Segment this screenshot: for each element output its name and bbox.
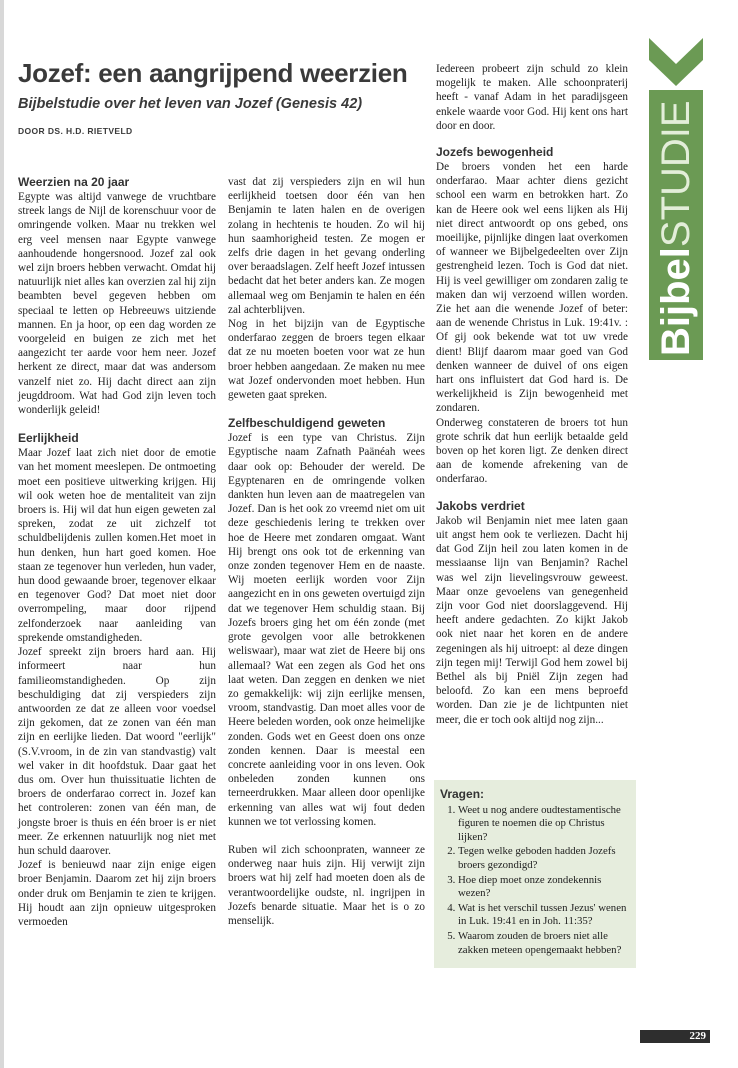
scan-edge	[0, 0, 4, 1068]
paragraph: De broers vonden het een harde onderfarao. Maar achter diens gezicht school een warm en betrokken hart. Zo kan de Heere ook wel eens lijken als Hij niet direct antwoordt op ons gebed, ons moeilijke, pijnlijke dingen laat overkomen of wanneer we Bijbelgedeelten over Zijn gestrengheid lezen. Toch is God dat niet. Hij is veel gewilliger om zondaren zalig te maken dan wij verzoend willen worden. Zie het aan die wenende Jozef of beter: aan de wenende Christus in Luk. 19:41v. : Of gij ook bekende wat tot uw vrede dient! Blijf daarom maar goed van God denken wanneer de duivel of ons eigen hart ons influistert dat God hard is. De werkelijkheid is Zijn bewogenheid met zondaren.	[436, 161, 628, 415]
page-number: 229	[689, 1030, 706, 1042]
brand-text-bold: Bijbel	[654, 247, 698, 356]
question-item: 2. Tegen welke geboden hadden Jozefs broers gezondigd?	[458, 845, 630, 872]
paragraph: Onderweg constateren de broers tot hun grote schrik dat hun eerlijk betaalde geld boven op het koren ligt. Ze denken direct aan de komende afrekening van de onderfarao.	[436, 416, 628, 486]
questions-box	[434, 780, 636, 968]
paragraph: Egypte was altijd vanwege de vruchtbare streek langs de Nijl de korenschuur voor de omringende volken. Maar nu trekken wel erg veel mensen naar Egypte vanwege aanhoudende hongersnood. Jozef zal ook wel zijn broers hebben verwacht. Omdat hij natuurlijk niet alles kan overzien zal hij zijn beambten bevel gegeven hebben om speciaal te letten op Hebreeuws uitziende mannen. En ja hoor, op een dag worden ze voorgeleid en buigen ze zich met het aangezicht ter aarde voor hem neer. Jozef herkent ze direct, maar dat was andersom vanzelf niet zo. Hij dacht direct aan zijn jeugddroom. Wat had God zijn leven toch wonderlijk geleid!	[18, 191, 216, 417]
paragraph: vast dat zij verspieders zijn en wil hun eerlijkheid toetsen door één van hen Benjamin te laten halen en de overigen zolang in hechtenis te houden. Zo wil hij hun saamhorigheid testen. Ze mogen er zelfs drie dagen in het gevang onderling over beraadslagen. Zelf heeft Jozef intussen bedacht dat het beter anders kan. Ze mogen allemaal weg om Benjamin te halen en één zal achterblijven.	[228, 176, 425, 316]
questions-list	[440, 804, 630, 958]
question-item: 1. Weet u nog andere oudtestamentische figuren te noemen die op Christus lijken?	[458, 804, 630, 845]
question-item: 4. Wat is het verschil tussen Jezus' wenen in Luk. 19:41 en in Joh. 11:35?	[458, 902, 630, 929]
paragraph: Jakob wil Benjamin niet mee laten gaan uit angst hem ook te verliezen. Dacht hij dat God Zijn heil zou laten komen in de messiaanse lijn van Benjamin? Rachel was wel zijn lievelingsvrouw geweest. Maar onze gevoelens van genegenheid zijn voor God niet doorslaggevend. Hij heeft andere gedachten. Zo kijkt Jakob ook niet naar het koren en de andere zegeningen als hij uitroept: al deze dingen zijn tegen mij! Terwijl God hem zowel bij Bethel als bij Pniël Zijn zegen had beloofd. Zo kan een mens beproefd worden. Dan zie je de lichtpunten niet meer, die er toch ook altijd nog zijn...	[436, 514, 628, 726]
column-1	[18, 175, 216, 929]
paragraph: Jozef spreekt zijn broers hard aan. Hij informeert naar hun familieomstandigheden. Op zijn beschuldiging dat zij verspieders zijn antwoorden ze dat ze alleen voor voedsel zijn gekomen, dat ze zonen van één man zijn en eerlijke lieden. Dat woord "eerlijk" (S.V.vroom, in de zin van standvastig) valt wel vaker in dit hoofdstuk. Daar gaat het dus om. Over hun thuissituatie lichten de broers de onderfarao correct in. Jozef kan het controleren: zonen van één man, de jongste broer is thuis en één broer is er niet meer. Ze erkennen natuurlijk nog niet met hun schuld daarover.	[18, 646, 216, 857]
paragraph: Jozef is benieuwd naar zijn enige eigen broer Benjamin. Daarom zet hij zijn broers onder druk om Benjamin te zien te krijgen. Hij houdt aan zijn opnieuw uitgesproken vermoeden	[18, 859, 216, 928]
question-item: 5. Waarom zouden de broers niet alle zakken meteen opengemaakt hebben?	[458, 930, 630, 957]
bijbelstudie-logo	[645, 30, 707, 370]
paragraph: Nog in het bijzijn van de Egyptische onderfarao zeggen de broers tegen elkaar dat ze nu moeten boeten voor wat ze hun broer hebben aangedaan. Ze maken nu mee wat Jozef ondervonden moet hebben. Hun geweten gaat spreken.	[228, 318, 425, 402]
questions-title: Vragen:	[440, 787, 485, 801]
chevron-icon	[649, 38, 703, 86]
byline: DOOR DS. H.D. RIETVELD	[18, 126, 133, 136]
column-3	[436, 62, 628, 727]
paragraph: Iedereen probeert zijn schuld zo klein mogelijk te maken. Alle schoonpraterij heeft - vanaf Adam in het paradijsgeen enkele waarde voor God. Hij kent ons hart door en door.	[436, 63, 628, 132]
column-2	[228, 175, 425, 928]
brand-text-light: STUDIE	[654, 100, 698, 248]
article-subtitle: Bijbelstudie over het leven van Jozef (Genesis 42)	[18, 96, 363, 112]
brand-text	[654, 100, 698, 356]
paragraph: Jozef is een type van Christus. Zijn Egyptische naam Zafnath Paänéah wees daar ook op: Behouder der wereld. De Egyptenaren en de omringende volken dankten hun leven aan de maatregelen van Jozef. Dan is het ook zo vreemd niet om uit deze geschiedenis lering te trekken over hoe de Heere met zondaren omgaat. Want Hij brengt ons ook tot de erkenning van onze zonden tegenover Hem en de naaste. Wij moeten eerlijk worden voor Zijn aangezicht en in ons geweten overtuigd zijn dat we tegenover Hem schuldig staan. Bij Jozefs broers ging het om één zonde (met grote gevolgen voor alle betrokkenen weliswaar), maar wat ziet de Heere bij ons allemaal? Wat een zegen als God het ons laat weten. Dan zeggen en denken we niet zo gemakkelijk: wij zijn eerlijke mensen, vroom, standvastig. Dan moet alles voor de Heere beleden worden, ook onze heimelijke zonden. Gods wet en Geest doen ons onze zonden kennen. Daar is meestal een concrete aanleiding voor in ons leven. Ook onbeleden zonden kunnen ons terneerdrukken. Maar alleen door openlijke erkenning van alles wat wij fout deden kunnen we tot verlossing komen.	[228, 432, 425, 828]
paragraph: Maar Jozef laat zich niet door de emotie van het moment meeslepen. De ontmoeting moet een positieve uitwerking krijgen. Hij wil ook weten hoe de mentaliteit van zijn broers is. Hij wil dat hun eigen geweten zal spreken, zodat ze uit zichzelf tot schuldbelijdenis zullen komen.Het moet in hun denken, hun hart goed komen. Hoe staan ze tegenover hun verleden, hun vader, hun dood gewaande broer, tegenover elkaar en tegenover God? Dat moet niet door overrompeling, maar door rijpend zelfonderzoek naar aanleiding van sprekende omstandigheden.	[18, 447, 216, 644]
section-heading: Zelfbeschuldigend geweten	[228, 416, 386, 431]
section-heading: Jozefs bewogenheid	[436, 145, 554, 160]
section-heading: Jakobs verdriet	[436, 498, 525, 513]
question-item: 3. Hoe diep moet onze zondekennis wezen?	[458, 874, 630, 901]
paragraph: Ruben wil zich schoonpraten, wanneer ze onderweg naar huis zijn. Hij verwijt zijn broers wat hij zelf had moeten doen als de verantwoordelijke oudste, nl. ingrijpen in Jozefs benarde situatie. Maar het is o zo menselijk.	[228, 843, 425, 927]
article-title: Jozef: een aangrijpend weerzien	[18, 58, 408, 88]
section-heading: Weerzien na 20 jaar	[18, 175, 130, 189]
section-heading: Eerlijkheid	[18, 431, 79, 446]
